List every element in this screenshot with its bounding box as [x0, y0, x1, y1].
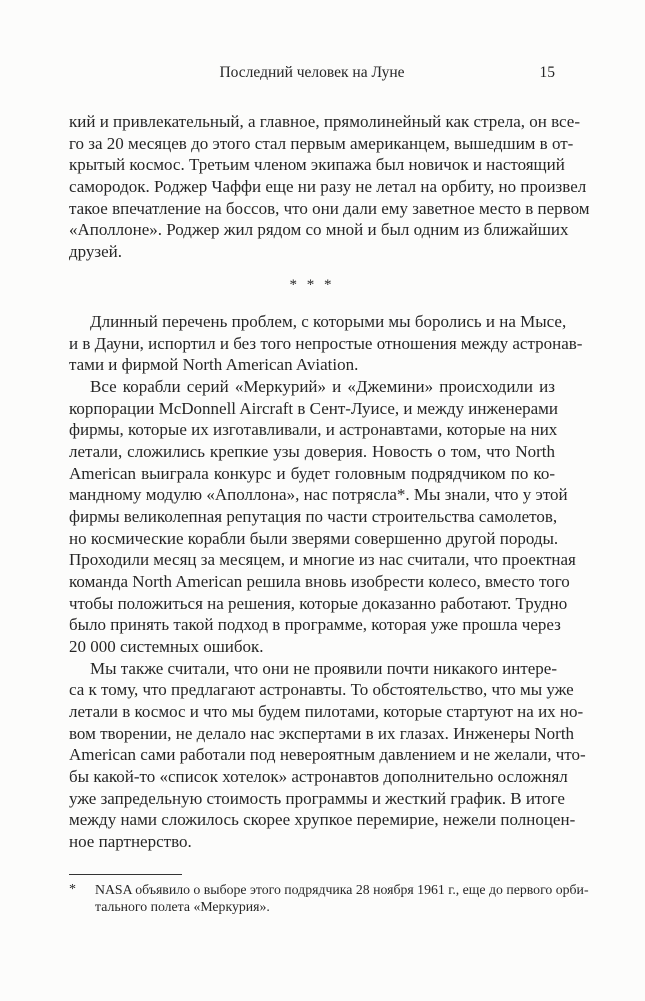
text-line: Все корабли серий «Меркурий» и «Джемини» происходили из — [90, 377, 555, 396]
text-line: фирмы великолепная репутация по части строительства самолетов, — [69, 507, 558, 527]
text-line: между нами сложилось скорее хрупкое перемирие, нежели полноцен- — [69, 810, 576, 830]
text-line: самородок. Роджер Чаффи еще ни разу не летал на орбиту, но произвел — [69, 177, 587, 196]
text-line: но космические корабли были зверями совершенно другой породы. — [69, 528, 559, 548]
section-separator: * * * — [289, 277, 335, 293]
text-line: уже запредельную стоимость программы и жесткий график. В итоге — [69, 788, 565, 808]
text-line: «Аполлоне». Роджер жил рядом со мной и был одним из ближайших — [69, 220, 569, 240]
text-line: кий и привлекательный, а главное, прямолинейный как стрела, он все- — [69, 112, 581, 131]
text-line: крытый космос. Третьим членом экипажа был новичок и настоящий — [69, 155, 565, 175]
text-line: летали в космос и что мы будем пилотами, которые стартуют на их но- — [69, 702, 584, 722]
text-line: Мы также считали, что они не проявили почти никакого интере- — [90, 658, 558, 678]
text-line: друзей. — [69, 242, 123, 262]
text-line: ное партнерство. — [69, 832, 192, 852]
footnote-mark: * — [69, 882, 76, 897]
text-line: American выиграла конкурс и будет головным подрядчиком по ко- — [69, 463, 555, 483]
text-line: вом творении, не делало нас экспертами в их глазах. Инженеры North — [69, 723, 575, 743]
text-line: было принять такой подход в программе, которая уже прошла через — [69, 615, 561, 635]
text-line: мандному модулю «Аполлона», нас потрясла*. Мы знали, что у этой — [69, 485, 568, 505]
text-line: 20 000 системных ошибок. — [69, 637, 264, 657]
text-line: чтобы положиться на решения, которые доказанно работают. Трудно — [69, 593, 568, 613]
text-line: бы какой-то «список хотелок» астронавтов дополнительно осложнял — [69, 767, 568, 787]
text-line: са к тому, что предлагают астронавты. То обстоятельство, что мы уже — [69, 680, 574, 700]
footnote-rule — [69, 874, 182, 875]
running-header-title: Последний человек на Луне — [219, 64, 405, 81]
text-line: American сами работали под невероятным давлением и не желали, что- — [69, 745, 586, 765]
text-line: фирмы, которые их изготавливали, и астронавтами, которые на них — [69, 420, 558, 440]
text-line: летали, сложились крепкие узы доверия. Новость о том, что North — [69, 442, 555, 462]
footnote-line: тального полета «Меркурия». — [95, 899, 270, 914]
text-line: Длинный перечень проблем, с которыми мы боролись и на Мысе, — [90, 312, 567, 331]
page-number: 15 — [539, 64, 555, 81]
text-line: тами и фирмой North American Aviation. — [69, 355, 359, 375]
footnote-line: NASA объявило о выборе этого подрядчика 28 ноября 1961 г., еще до первого орби- — [95, 882, 589, 897]
text-line: Проходили месяц за месяцем, и многие из нас считали, что проектная — [69, 550, 576, 570]
text-line: такое впечатление на боссов, что они дали ему заветное место в первом — [69, 198, 590, 218]
text-line: го за 20 месяцев до этого стал первым американцем, вышедшим в от- — [69, 133, 574, 153]
text-line: команда North American решила вновь изобрести колесо, вместо того — [69, 572, 570, 592]
text-line: корпорации McDonnell Aircraft в Сент-Луисе, и между инженерами — [69, 398, 559, 418]
text-line: и в Дауни, испортил и без того непростые отношения между астронав- — [69, 333, 583, 353]
